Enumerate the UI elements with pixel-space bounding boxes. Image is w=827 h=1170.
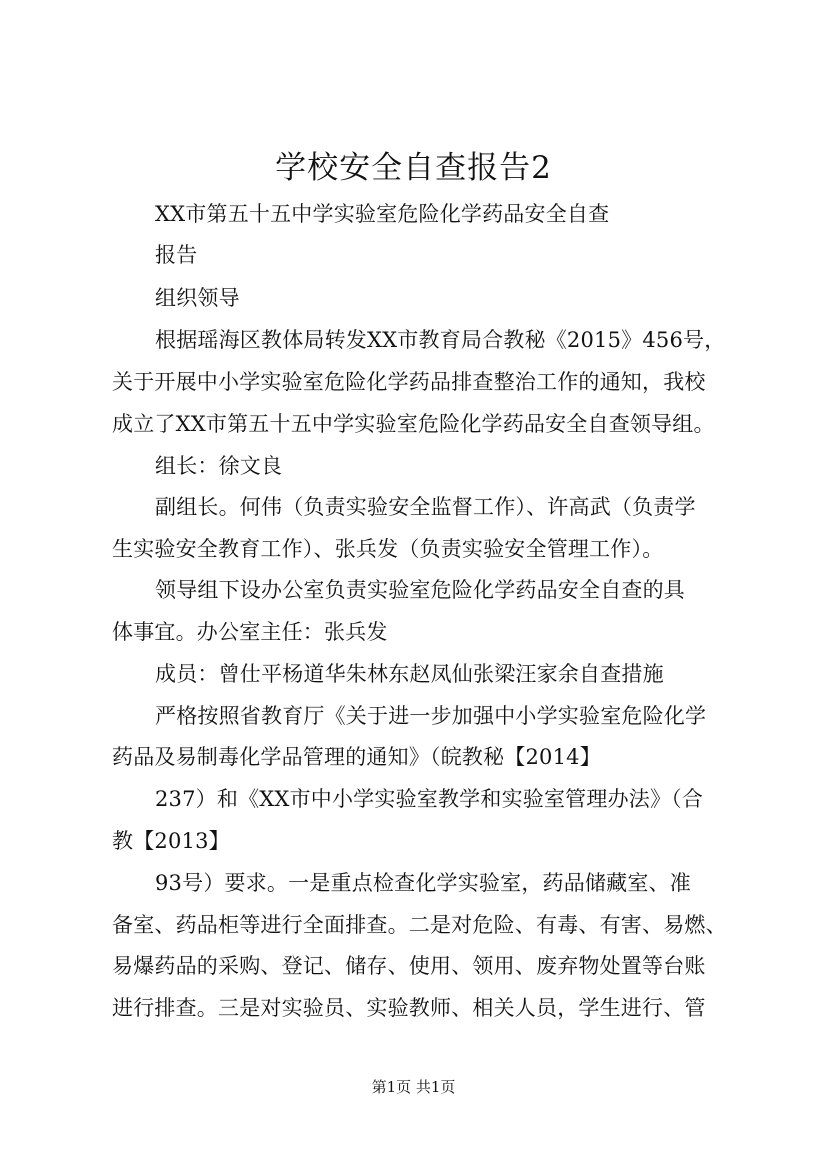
body-line: XX市第五十五中学实验室危险化学药品安全自查 [155, 202, 610, 226]
body-line: 教【2013】 [112, 829, 230, 853]
body-line: 体事宜。办公室主任：张兵发 [112, 620, 388, 644]
body-line: 成立了XX市第五十五中学实验室危险化学药品安全自查领导组。 [112, 412, 715, 436]
page-footer: 第1页 共1页 [371, 1078, 456, 1096]
body-line: 领导组下设办公室负责实验室危险化学药品安全自查的具 [155, 578, 685, 602]
body-line: 严格按照省教育厅《关于进一步加强中小学实验室危险化学 [155, 704, 707, 728]
body-line: 关于开展中小学实验室危险化学药品排查整治工作的通知，我校 [112, 370, 706, 394]
document-title: 学校安全自查报告2 [275, 150, 552, 186]
body-line: 进行排查。三是对实验员、实验教师、相关人员，学生进行、管 [112, 996, 706, 1020]
body-line: 根据瑶海区教体局转发XX市教育局合教秘《2015》456号， [155, 328, 726, 352]
body-line: 237）和《XX市中小学实验室教学和实验室管理办法》（合 [155, 787, 704, 811]
body-line: 副组长。何伟（负责实验安全监督工作）、许高武（负责学 [155, 495, 696, 519]
body-line: 组长：徐文良 [155, 454, 283, 478]
section-heading: 组织领导 [155, 286, 240, 310]
body-line: 成员：曾仕平杨道华朱林东赵凤仙张梁汪家余自查措施 [155, 662, 664, 686]
body-line: 93号）要求。一是重点检查化学实验室，药品储藏室、准 [155, 871, 691, 895]
body-line: 报告 [155, 243, 198, 267]
body-line: 药品及易制毒化学品管理的通知》（皖教秘【2014】 [112, 745, 601, 769]
body-line: 易爆药品的采购、登记、储存、使用、领用、废弃物处置等台账 [112, 954, 706, 978]
body-line: 备室、药品柜等进行全面排查。二是对危险、有毒、有害、易燃、 [112, 913, 727, 937]
body-line: 生实验安全教育工作）、张兵发（负责实验安全管理工作）。 [112, 537, 664, 561]
